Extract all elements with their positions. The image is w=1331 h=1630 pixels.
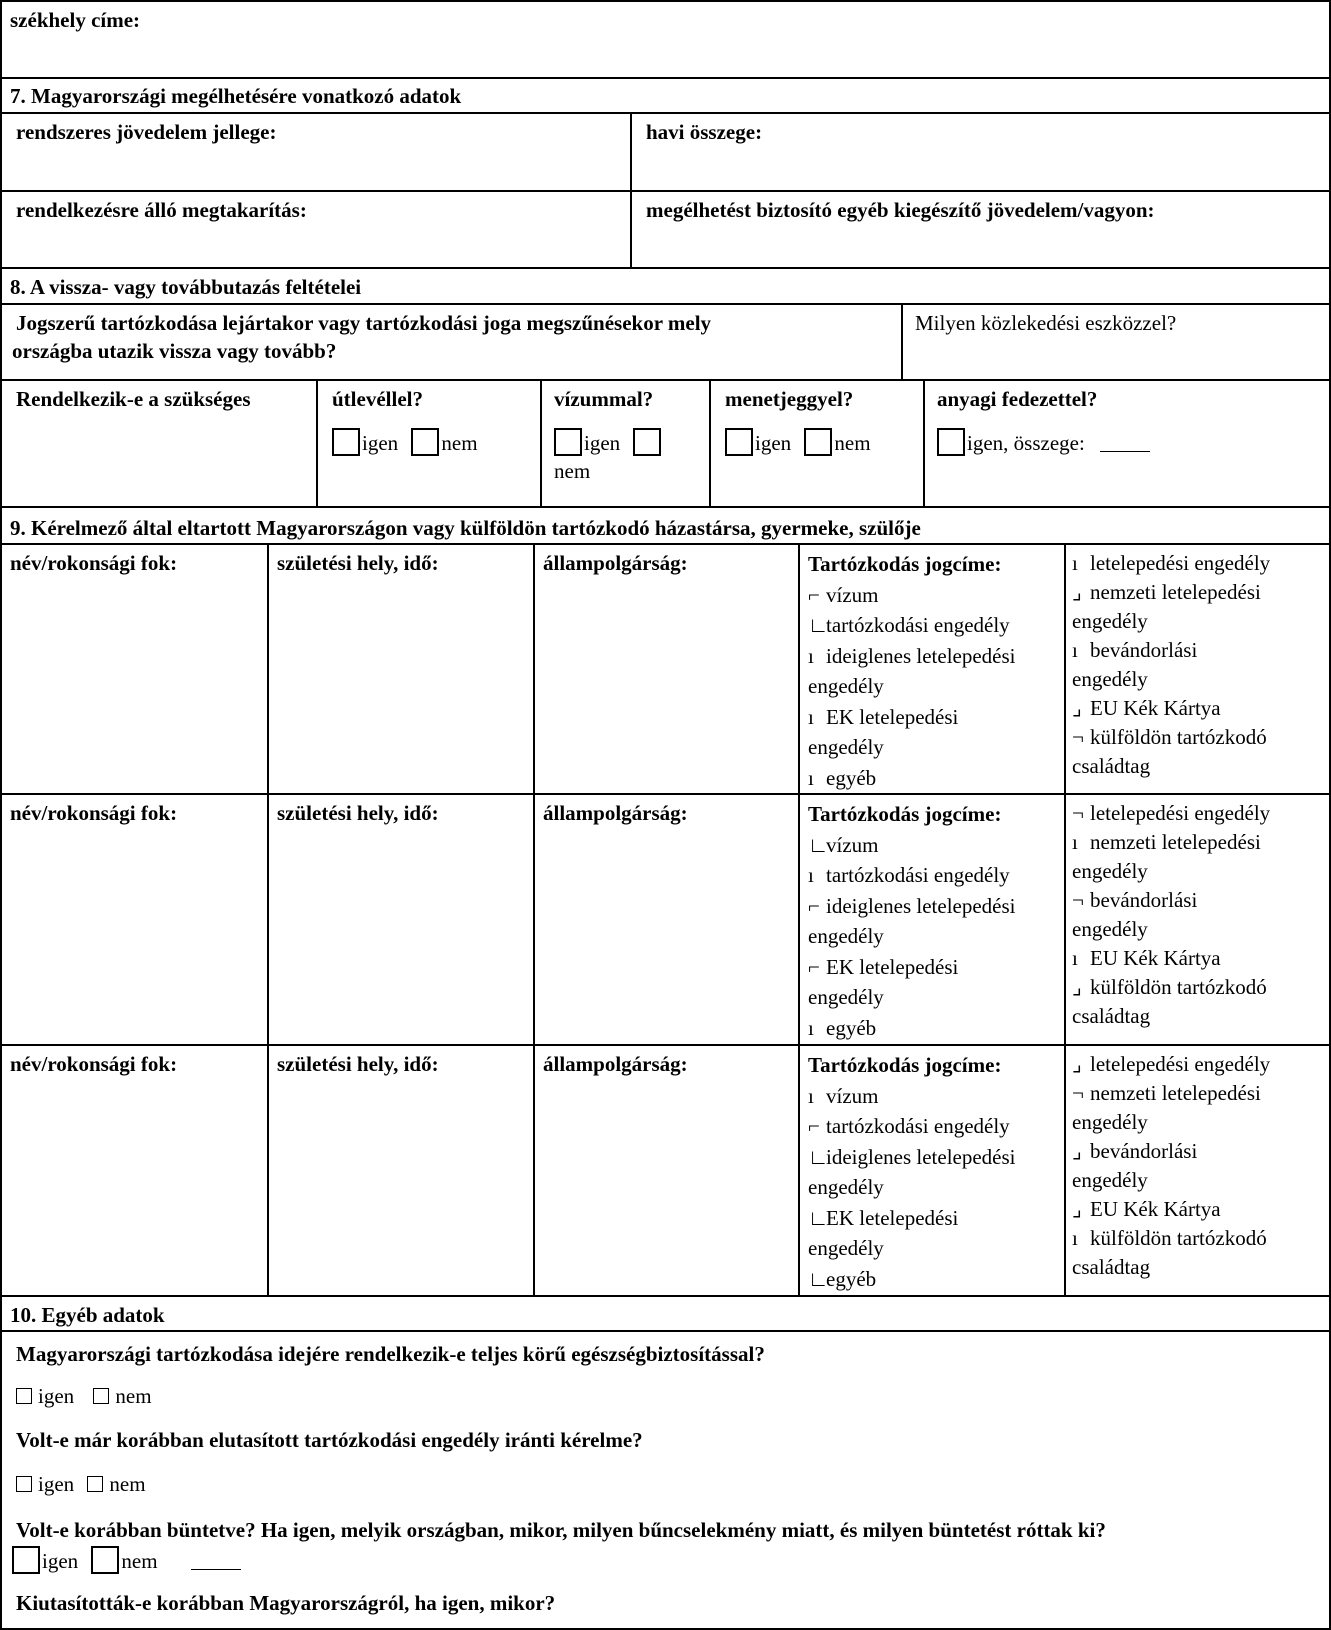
funds-label: anyagi fedezettel? — [937, 387, 1098, 411]
section10-title-text: 10. Egyéb adatok — [10, 1303, 165, 1327]
permit-option[interactable]: ⌟ nemzeti letelepedési — [1072, 580, 1261, 604]
dependent3-name-cell[interactable] — [0, 1044, 269, 1297]
residence-option-cont: engedély — [808, 924, 884, 948]
section10-body — [0, 1330, 1331, 1630]
criminal-yes-checkbox[interactable] — [12, 1546, 40, 1574]
permit-option-cont: családtag — [1072, 1004, 1151, 1028]
section8-title-text: 8. A vissza- vagy továbbutazás feltételei — [10, 275, 362, 299]
residence-option[interactable]: ∟egyéb — [808, 1266, 877, 1291]
rejected-yes-label: igen — [38, 1472, 75, 1496]
health-insurance-question: Magyarországi tartózkodása idejére rendelkezik-e teljes körű egészségbiztosítással? — [16, 1342, 765, 1366]
dependent-name-label: név/rokonsági fok: — [10, 801, 178, 825]
permit-option[interactable]: ¬ nemzeti letelepedési — [1072, 1081, 1261, 1105]
permit-option-cont: engedély — [1072, 1168, 1148, 1192]
permit-option[interactable]: ⌟ EU Kék Kártya — [1072, 1197, 1221, 1221]
permit-option[interactable]: ⌟ EU Kék Kártya — [1072, 696, 1221, 720]
criminal-no-label: nem — [121, 1549, 158, 1573]
health-insurance-no-label: nem — [115, 1384, 152, 1408]
residence-option[interactable]: ı tartózkodási engedély — [808, 863, 1010, 887]
residence-option[interactable]: ı ideiglenes letelepedési — [808, 643, 1016, 668]
dependent1-birth-cell[interactable] — [267, 543, 535, 795]
other-income-label: megélhetést biztosító egyéb kiegészítő jövedelem/vagyon: — [646, 198, 1155, 222]
residence-option[interactable]: ⌐ vízum — [808, 582, 879, 607]
return-country-cell[interactable] — [0, 303, 903, 381]
other-income-cell[interactable] — [630, 190, 1331, 269]
income-type-cell[interactable] — [0, 112, 632, 192]
visa-no-checkbox[interactable] — [633, 428, 661, 456]
dependent1-permit-cell — [1064, 543, 1331, 795]
section10-title — [0, 1295, 1331, 1332]
income-type-label: rendszeres jövedelem jellege: — [16, 120, 277, 144]
transport-cell[interactable] — [901, 303, 1331, 381]
permit-option-cont: engedély — [1072, 609, 1148, 633]
funds-yes-amount-label: igen, összege: — [967, 431, 1085, 455]
monthly-amount-cell[interactable] — [630, 112, 1331, 192]
permit-option[interactable]: ¬ külföldön tartózkodó — [1072, 725, 1267, 749]
transport-label: Milyen közlekedési eszközzel? — [915, 311, 1177, 335]
section7-title-text: 7. Magyarországi megélhetésére vonatkozó adatok — [10, 84, 462, 108]
visa-yes-label: igen — [584, 431, 621, 455]
savings-label: rendelkezésre álló megtakarítás: — [16, 198, 307, 222]
passport-cell — [316, 379, 542, 508]
dependent3-citizenship-cell[interactable] — [533, 1044, 800, 1297]
permit-option[interactable]: ı nemzeti letelepedési — [1072, 830, 1261, 854]
permit-option[interactable]: ⌟ bevándorlási — [1072, 1139, 1198, 1163]
section9-title-text: 9. Kérelmező által eltartott Magyarországon vagy külföldön tartózkodó házastársa, gyermeke, szülője — [10, 516, 921, 540]
permit-option-cont: családtag — [1072, 754, 1151, 778]
passport-no-checkbox[interactable] — [411, 428, 439, 456]
permit-option[interactable]: ⌟ külföldön tartózkodó — [1072, 975, 1267, 999]
section7-title — [0, 77, 1331, 114]
residence-option-cont: engedély — [808, 985, 884, 1009]
visa-yes-checkbox[interactable] — [554, 428, 582, 456]
residence-option[interactable]: ı egyéb — [808, 765, 877, 790]
funds-amount-blank[interactable] — [1100, 433, 1150, 452]
residence-title: Tartózkodás jogcíme: — [808, 1053, 1002, 1077]
residence-option[interactable]: ∟ideiglenes letelepedési — [808, 1144, 1016, 1169]
health-insurance-yes-label: igen — [38, 1384, 75, 1408]
residence-option[interactable]: ı EK letelepedési — [808, 704, 959, 729]
return-country-question-line1: Jogszerű tartózkodása lejártakor vagy tartózkodási joga megszűnésekor mely — [16, 311, 712, 335]
dependent2-name-cell[interactable] — [0, 793, 269, 1046]
health-insurance-yes-checkbox[interactable] — [16, 1388, 32, 1404]
residence-title: Tartózkodás jogcíme: — [808, 802, 1002, 826]
dependent2-birth-cell[interactable] — [267, 793, 535, 1046]
permit-option[interactable]: ı EU Kék Kártya — [1072, 946, 1221, 970]
residence-option-cont: engedély — [808, 1236, 884, 1260]
return-country-question-line2: országba utazik vissza vagy tovább? — [12, 339, 337, 363]
permit-option-cont: engedély — [1072, 1110, 1148, 1134]
residence-option[interactable]: ⌐ EK letelepedési — [808, 954, 959, 979]
ticket-label: menetjeggyel? — [725, 387, 854, 411]
health-insurance-no-checkbox[interactable] — [93, 1388, 109, 1404]
ticket-no-label: nem — [834, 431, 871, 455]
dependent1-name-cell[interactable] — [0, 543, 269, 795]
rejected-application-question: Volt-e már korábban elutasított tartózkodási engedély iránti kérelme? — [16, 1428, 643, 1452]
permit-option[interactable]: ı külföldön tartózkodó — [1072, 1226, 1267, 1250]
visa-label: vízummal? — [554, 387, 654, 411]
headquarters-address-label: székhely címe: — [10, 8, 141, 32]
passport-yes-checkbox[interactable] — [332, 428, 360, 456]
dependent1-citizenship-cell[interactable] — [533, 543, 800, 795]
ticket-cell — [709, 379, 925, 508]
residence-option[interactable]: ∟tartózkodási engedély — [808, 613, 1010, 637]
residence-option[interactable]: ı egyéb — [808, 1015, 877, 1040]
dependent2-permit-cell — [1064, 793, 1331, 1046]
expulsion-question: Kiutasították-e korábban Magyarországról, ha igen, mikor? — [16, 1591, 556, 1615]
ticket-yes-label: igen — [755, 431, 792, 455]
dependent-birth-label: születési hely, idő: — [277, 551, 439, 575]
dependent1-residence-cell — [798, 543, 1066, 795]
ticket-no-checkbox[interactable] — [804, 428, 832, 456]
monthly-amount-label: havi összege: — [646, 120, 763, 144]
dependent-name-label: név/rokonsági fok: — [10, 1052, 178, 1076]
dependent-citizenship-label: állampolgárság: — [543, 1052, 688, 1076]
dependent2-residence-cell — [798, 793, 1066, 1046]
dependent3-birth-cell[interactable] — [267, 1044, 535, 1297]
visa-cell — [540, 379, 711, 508]
headquarters-address-cell[interactable] — [0, 0, 1331, 79]
residence-option[interactable]: ∟EK letelepedési — [808, 1205, 959, 1230]
permit-option[interactable]: ¬ bevándorlási — [1072, 888, 1198, 912]
criminal-record-question: Volt-e korábban büntetve? Ha igen, melyik országban, mikor, milyen bűncselekmény miatt, és milyen büntetést róttak ki? — [16, 1518, 1106, 1542]
funds-cell — [923, 379, 1331, 508]
savings-cell[interactable] — [0, 190, 632, 269]
rejected-no-checkbox[interactable] — [87, 1476, 103, 1492]
ticket-yes-checkbox[interactable] — [725, 428, 753, 456]
residence-title: Tartózkodás jogcíme: — [808, 552, 1002, 576]
permit-option[interactable]: ı letelepedési engedély — [1072, 551, 1271, 575]
dependent2-citizenship-cell[interactable] — [533, 793, 800, 1046]
visa-no-label: nem — [554, 459, 591, 483]
criminal-details-blank[interactable] — [191, 1551, 241, 1570]
residence-option-cont: engedély — [808, 1175, 884, 1199]
residence-option[interactable]: ⌐ tartózkodási engedély — [808, 1114, 1010, 1138]
section9-title — [0, 506, 1331, 545]
passport-label: útlevéllel? — [332, 387, 423, 411]
passport-yes-label: igen — [362, 431, 399, 455]
permit-option[interactable]: ¬ letelepedési engedély — [1072, 801, 1271, 825]
criminal-yes-label: igen — [42, 1549, 79, 1573]
dependent3-residence-cell — [798, 1044, 1066, 1297]
rejected-no-label: nem — [109, 1472, 146, 1496]
dependent-citizenship-label: állampolgárság: — [543, 801, 688, 825]
section8-title — [0, 267, 1331, 305]
dependent-name-label: név/rokonsági fok: — [10, 551, 178, 575]
funds-yes-checkbox[interactable] — [937, 428, 965, 456]
residence-option[interactable]: ⌐ ideiglenes letelepedési — [808, 893, 1016, 918]
residence-option[interactable]: ∟vízum — [808, 832, 879, 857]
dependent-citizenship-label: állampolgárság: — [543, 551, 688, 575]
dependent-birth-label: születési hely, idő: — [277, 1052, 439, 1076]
permit-option-cont: engedély — [1072, 859, 1148, 883]
permit-option-cont: engedély — [1072, 917, 1148, 941]
dependent3-permit-cell — [1064, 1044, 1331, 1297]
residence-option-cont: engedély — [808, 735, 884, 759]
permit-option[interactable]: ı bevándorlási — [1072, 638, 1198, 662]
residence-option[interactable]: ı vízum — [808, 1083, 879, 1108]
criminal-no-checkbox[interactable] — [91, 1546, 119, 1574]
passport-no-label: nem — [441, 431, 478, 455]
rejected-yes-checkbox[interactable] — [16, 1476, 32, 1492]
has-required-label: Rendelkezik-e a szükséges — [16, 387, 251, 411]
permit-option-cont: családtag — [1072, 1255, 1151, 1279]
has-required-cell — [0, 379, 318, 508]
permit-option-cont: engedély — [1072, 667, 1148, 691]
permit-option[interactable]: ⌟ letelepedési engedély — [1072, 1052, 1271, 1076]
dependent-birth-label: születési hely, idő: — [277, 801, 439, 825]
residence-option-cont: engedély — [808, 674, 884, 698]
